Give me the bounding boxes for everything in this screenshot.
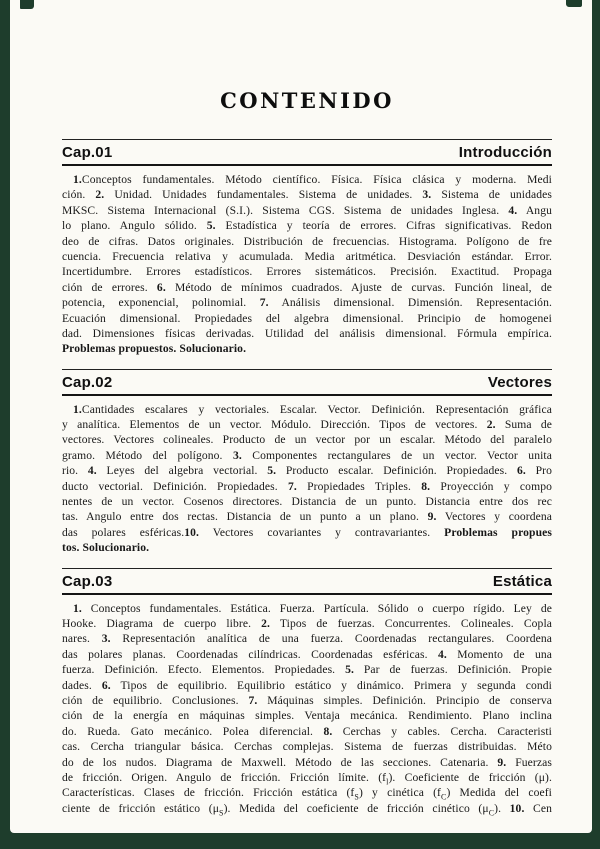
paper-sheet	[10, 0, 592, 833]
chapter-number: Cap.03	[62, 572, 113, 590]
toc-line: Hooke. Diagrama de cuerpo libre. 2. Tipos de fuerzas. Concurrentes. Colineales. Copla	[62, 616, 552, 630]
toc-line: Ecuación dimensional. Propiedades del algebra dimensional. Principio de homogenei	[62, 311, 552, 325]
chapter-body	[62, 595, 552, 818]
page-title: CONTENIDO	[220, 88, 394, 113]
toc-line: dades. 6. Tipos de equilibrio. Equilibrio estático y dinámico. Primera y segunda condi	[62, 678, 552, 692]
toc-line: tas. Angulo entre dos rectas. Distancia de un punto a un plano. 9. Vectores y coordena	[62, 510, 552, 524]
toc-line: do. Rueda. Gato mecánico. Polea diferencial. 8. Cerchas y cables. Cercha. Caracteristi	[62, 724, 552, 738]
toc-line: ción. 2. Unidad. Unidades fundamentales. Sistema de unidades. 3. Sistema de unidades	[62, 188, 552, 202]
chapters	[62, 139, 552, 818]
toc-line: 1.Cantidades escalares y vectoriales. Escalar. Vector. Definición. Representación gráfica	[73, 402, 552, 416]
toc-line: de fricción. Origen. Angulo de fricción. Fricción límite. $(f_l)$. Coeficiente de fricción (μ).	[62, 770, 552, 786]
toc-line: ción de errores. 6. Método de mínimos cuadrados. Ajuste de curvas. Función lineal, de	[62, 280, 552, 294]
toc-line: ciente de fricción estático $(\mu_S)$. Medida del coeficiente de fricción cinético $(\mu_C)$. 10. Cen	[62, 801, 552, 817]
chapter-title: Vectores	[487, 373, 552, 391]
chapter-title: Introducción	[458, 144, 552, 161]
toc-line: 1. Conceptos fundamentales. Estática. Fuerza. Partícula. Sólido o cuerpo rígido. Ley de	[73, 601, 552, 615]
toc-line: fuerza. Definición. Efecto. Elementos. Propiedades. 5. Par de fuerzas. Definición. Propie	[62, 663, 552, 677]
chapter-section	[62, 369, 552, 558]
toc-line: Problemas propuestos. Solucionario.	[62, 342, 247, 356]
toc-line: y analítica. Elementos de un vector. Módulo. Dirección. Tipos de vectores. 2. Suma de	[62, 418, 552, 432]
scan-corner-mark-right	[566, 0, 582, 7]
toc-line: tos. Solucionario.	[62, 541, 150, 555]
toc-line: ducto vectorial. Definición. Propiedades. 7. Propiedades Triples. 8. Proyección y compo	[62, 479, 552, 493]
toc-line: lo plano. Angulo sólido. 5. Estadística y teoría de errores. Cifras significativas. Redon	[62, 219, 552, 233]
toc-line: nares. 3. Representación analítica de una fuerza. Coordenadas rectangulares. Coordena	[62, 632, 552, 646]
chapter-body	[62, 166, 552, 359]
toc-line: vectores. Vectores colineales. Producto de un vector por un escalar. Método del paralelo	[62, 433, 552, 447]
toc-line: Incertidumbre. Errores estadísticos. Errores sistemáticos. Precisión. Exactitud. Propaga	[62, 265, 552, 279]
toc-line: das polares esféricas.10. Vectores covariantes y contravariantes. Problemas propues	[62, 525, 552, 539]
chapter-heading	[62, 370, 552, 396]
toc-line: Características. Clases de fricción. Fricción estática $(f_S)$ y cinética $(f_C)$ Medida del coefi	[62, 786, 552, 801]
toc-line: dad. Dimensiones físicas derivadas. Utilidad del análisis dimensional. Fórmula empírica.	[62, 326, 552, 340]
toc-line: gramo. Método del polígono. 3. Componentes rectangulares de un vector. Vector unita	[62, 448, 552, 462]
toc-line: ción de equilibrio. Conclusiones. 7. Máquinas simples. Definición. Principio de conserva	[62, 693, 552, 707]
chapter-heading	[62, 140, 552, 166]
toc-line: rio. 4. Leyes del algebra vectorial. 5. Producto escalar. Definición. Propiedades. 6. Pro	[62, 464, 552, 478]
chapter-number: Cap.02	[62, 373, 113, 391]
chapter-section	[62, 568, 552, 818]
chapter-body	[62, 396, 552, 558]
chapter-title: Estática	[492, 572, 552, 590]
scan-corner-mark-left	[20, 0, 34, 9]
toc-line: do de los nudos. Diagrama de Maxwell. Método de las secciones. Catenaria. 9. Fuerzas	[62, 755, 552, 769]
toc-line: MKSC. Sistema Internacional (S.I.). Sistema CGS. Sistema de unidades Inglesa. 4. Angu	[62, 203, 552, 217]
toc-line: deo de cifras. Datos originales. Distribución de frecuencias. Histograma. Polígono de fre	[62, 234, 552, 248]
toc-line: cuencia. Frecuencia relativa y acumulada. Media aritmética. Desviación estándar. Error.	[62, 249, 552, 263]
toc-line: nentes de un vector. Cosenos directores. Distancia de un punto. Distancia entre dos rec	[62, 495, 552, 509]
toc-line: cas. Cercha triangular básica. Cerchas complejas. Sistema de fuerzas distribuidas. Méto	[62, 740, 552, 754]
toc-line: 1.Conceptos fundamentales. Método científico. Física. Física clásica y moderna. Medi	[73, 173, 552, 186]
toc-line: ción de la energía en máquinas simples. Ventaja mecánica. Rendimiento. Plano inclina	[62, 709, 552, 723]
toc-line: das polares planas. Coordenadas cilíndricas. Coordenadas esféricas. 4. Momento de una	[62, 647, 552, 661]
page-content	[10, 0, 592, 818]
chapter-section	[62, 139, 552, 359]
chapter-number: Cap.01	[62, 144, 113, 161]
toc-line: potencia, exponencial, polinomial. 7. Análisis dimensional. Dimensión. Representación.	[62, 296, 552, 310]
chapter-heading	[62, 569, 552, 595]
